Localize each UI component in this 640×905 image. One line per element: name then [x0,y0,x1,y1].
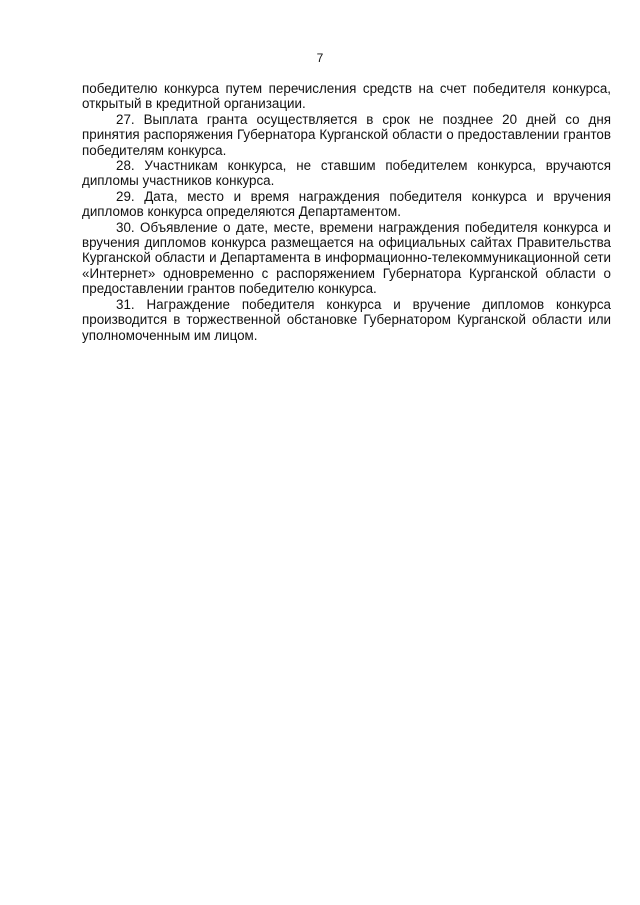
page-number: 7 [316,51,324,65]
paragraph-27: 27. Выплата гранта осуществляется в срок не позднее 20 дней со дня принятия распоряжения Губернатора Курганской области о предоставлении грантов победителям конкурса. [82,111,611,158]
paragraph-continuation: победителю конкурса путем перечисления средств на счет победителя конкурса, открытый в кредитной организации. [82,81,611,112]
paragraph-31: 31. Награждение победителя конкурса и вручение дипломов конкурса производится в торжественной обстановке Губернатором Курганской области или уполномоченным им лицом. [82,296,611,343]
paragraph-28: 28. Участникам конкурса, не ставшим победителем конкурса, вручаются дипломы участников конкурса. [82,158,611,189]
document-body [82,81,611,343]
paragraph-30: 30. Объявление о дате, месте, времени награждения победителя конкурса и вручения дипломов конкурса размещается на официальных сайтах Правительства Курганской области и Департамента в информационно-телекоммуникационной сети «Интернет» одновременно с распоряжением Губернатора Курганской области о предоставлении грантов победителю конкурса. [82,219,611,297]
paragraph-29: 29. Дата, место и время награждения победителя конкурса и вручения дипломов конкурса определяются Департаментом. [82,188,611,220]
